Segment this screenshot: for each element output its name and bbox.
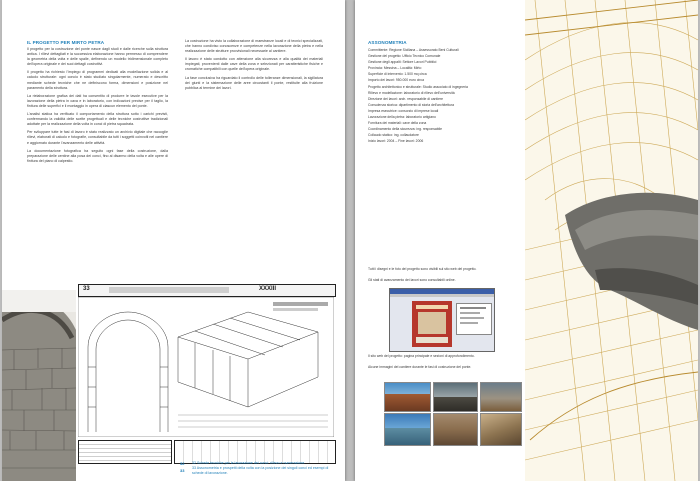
- left-captions: [192, 461, 332, 477]
- technical-sheet: [78, 284, 334, 464]
- left-paragraph: Il progetto ha richiesto l'impiego di programmi dedicati alla modellazione solida e al calcolo strutturale: ogni concio è stato studiato singolarmente, numerato e descritto mediante schede tecniche che ne definiscono forma, dimensioni e posizione nel paramento della struttura.: [27, 70, 168, 90]
- credits-list: [368, 47, 518, 145]
- credit-line: Progetto architettonico e strutturale: Studio associato di ingegneria: [368, 84, 468, 89]
- sheet-number: 33: [83, 286, 90, 292]
- left-paragraph: La costruzione ha visto la collaborazione di maestranze locali e di tecnici specializzati, che hanno condiviso conoscenze e competenze nella lavorazione della pietra e nella realizzazione delle strutture provvisionali necessarie al cantiere.: [185, 39, 323, 54]
- construction-photo-5: [433, 413, 478, 446]
- left-paragraph: La documentazione fotografica ha seguito ogni fase della costruzione, dalla preparazione delle centine alla posa dei conci, fino al disarmo della volta e alle opere di finitura del piano di calpestio.: [27, 148, 168, 163]
- website-page: [412, 301, 452, 347]
- construction-photo-2: [433, 382, 478, 412]
- left-paragraph: Il lavoro è stato condotto con attenzione alla sicurezza e alla qualità dei materiali impiegati, provenienti dalle cave della zona e selezionati per caratteristiche fisiche e cromatiche compatibili con quelle dell'opera originale.: [185, 57, 323, 72]
- left-column-2: [185, 39, 323, 94]
- page-number-top: 32: [180, 461, 185, 466]
- credit-line: Inizio lavori: 2004 – Fine lavori: 2006: [368, 139, 424, 144]
- left-paragraph: Per sviluppare tutte le fasi di lavoro è stato realizzato un archivio digitale che raccoglie rilievi, elaborati di calcolo e fotografie, consultabile da tutti i soggetti coinvolti nel cantiere e aggiornato durante l'avanzamento delle attività.: [27, 130, 168, 145]
- left-paragraph: Il progetto per la costruzione del ponte nasce dagli studi e dalle ricerche sulla struttura antica. I rilievi dettagliati e la successiva elaborazione hanno permesso di comprendere la geometria della volta e delle spalle, definendo un modello tridimensionale completo dell'opera originale e dei suoi dettagli costruttivi.: [27, 47, 168, 67]
- left-page: [2, 0, 345, 481]
- sheet-code: XXXIII: [259, 286, 277, 292]
- credit-line: Lavorazione della pietra: laboratorio artigiano: [368, 115, 436, 120]
- right-heading: ASSONOMETRIA: [368, 40, 407, 45]
- caption: 32 Schede tecniche per la lavorazione dei conci: rilievo e numerazione.: [192, 461, 306, 465]
- sheet-footer-bar: [78, 440, 172, 464]
- credit-line: Consulenza storica: dipartimento di storia dell'architettura: [368, 102, 455, 107]
- website-screenshot: [389, 288, 495, 352]
- website-side-panel: [456, 303, 492, 335]
- credit-line: Superficie di intervento: 1.500 mq circa: [368, 72, 427, 77]
- sheet-header: [78, 284, 336, 297]
- credit-line: Collaudo statico: ing. collaudatore: [368, 133, 419, 138]
- credit-line: Gestione degli appalti: Settore Lavori Pubblici: [368, 60, 437, 65]
- credit-line: Direzione dei lavori: arch. responsabile di cantiere: [368, 96, 444, 101]
- bridge-wireframe-drawing: [525, 0, 698, 481]
- left-heading: IL PROGETTO PER MIRTO PETRA: [27, 40, 105, 45]
- stone-arch-photo: [2, 290, 76, 481]
- page-number-bottom: 33: [180, 468, 185, 473]
- credit-line: Coordinamento della sicurezza: ing. responsabile: [368, 127, 443, 132]
- left-column-1: [27, 47, 168, 167]
- construction-photo-4: [384, 413, 431, 446]
- credit-line: Impresa esecutrice: consorzio di imprese locali: [368, 108, 439, 113]
- construction-photo-3: [480, 382, 522, 412]
- left-paragraph: L'analisi statica ha verificato il comportamento della struttura sotto i carichi previsti, confermando la validità delle scelte progettuali e delle tecniche costruttive tradizionali adottate per la realizzazione della volta in conci di pietra squadrata.: [27, 112, 168, 127]
- note-2: Gli stati di avanzamento dei lavori sono consultabili online.: [368, 278, 456, 282]
- photos-caption: Alcune immagini del cantiere durante le fasi di costruzione del ponte.: [368, 365, 472, 369]
- construction-photo-6: [480, 413, 522, 446]
- sheet-title-bar: [109, 287, 229, 293]
- credit-line: Rilievo e modellazione: laboratorio di rilievo dell'università: [368, 90, 455, 95]
- browser-toolbar: [390, 294, 494, 297]
- construction-photo-1: [384, 382, 431, 412]
- credit-line: Importo dei lavori: 950.000 euro circa: [368, 78, 424, 83]
- right-page: [355, 0, 698, 481]
- sheet-drawing: [78, 297, 334, 437]
- credit-line: Gestione del progetto: Ufficio Tecnico Comunale: [368, 54, 441, 59]
- screenshot-caption: Il sito web del progetto: pagina principale e sezioni di approfondimento.: [368, 354, 475, 358]
- left-paragraph: La rielaborazione grafica dei dati ha consentito di produrre le tavole esecutive per la lavorazione della pietra in cava e in laboratorio, con indicazioni precise per il taglio, la finitura delle superfici e il montaggio in opera di ciascun elemento del ponte.: [27, 93, 168, 108]
- left-paragraph: La fase conclusiva ha riguardato il controllo delle tolleranze dimensionali, la sigillatura dei giunti e la sistemazione delle aree circostanti il ponte, restituite alla fruizione pubblica al termine dei lavori.: [185, 75, 323, 90]
- caption: 33 Assonometria e prospetti della volta con la posizione dei singoli conci ed esempi di schede di lavorazione.: [192, 466, 329, 476]
- credit-line: Fornitura dei materiali: cave della zona: [368, 121, 427, 126]
- credit-line: Committente: Regione Siciliana – Assessorato Beni Culturali: [368, 48, 459, 52]
- note-1: Tutti i disegni e le foto del progetto sono visibili sul sito web del progetto.: [368, 267, 477, 271]
- credit-line: Provincia: Messina – Località: Mirto: [368, 66, 422, 71]
